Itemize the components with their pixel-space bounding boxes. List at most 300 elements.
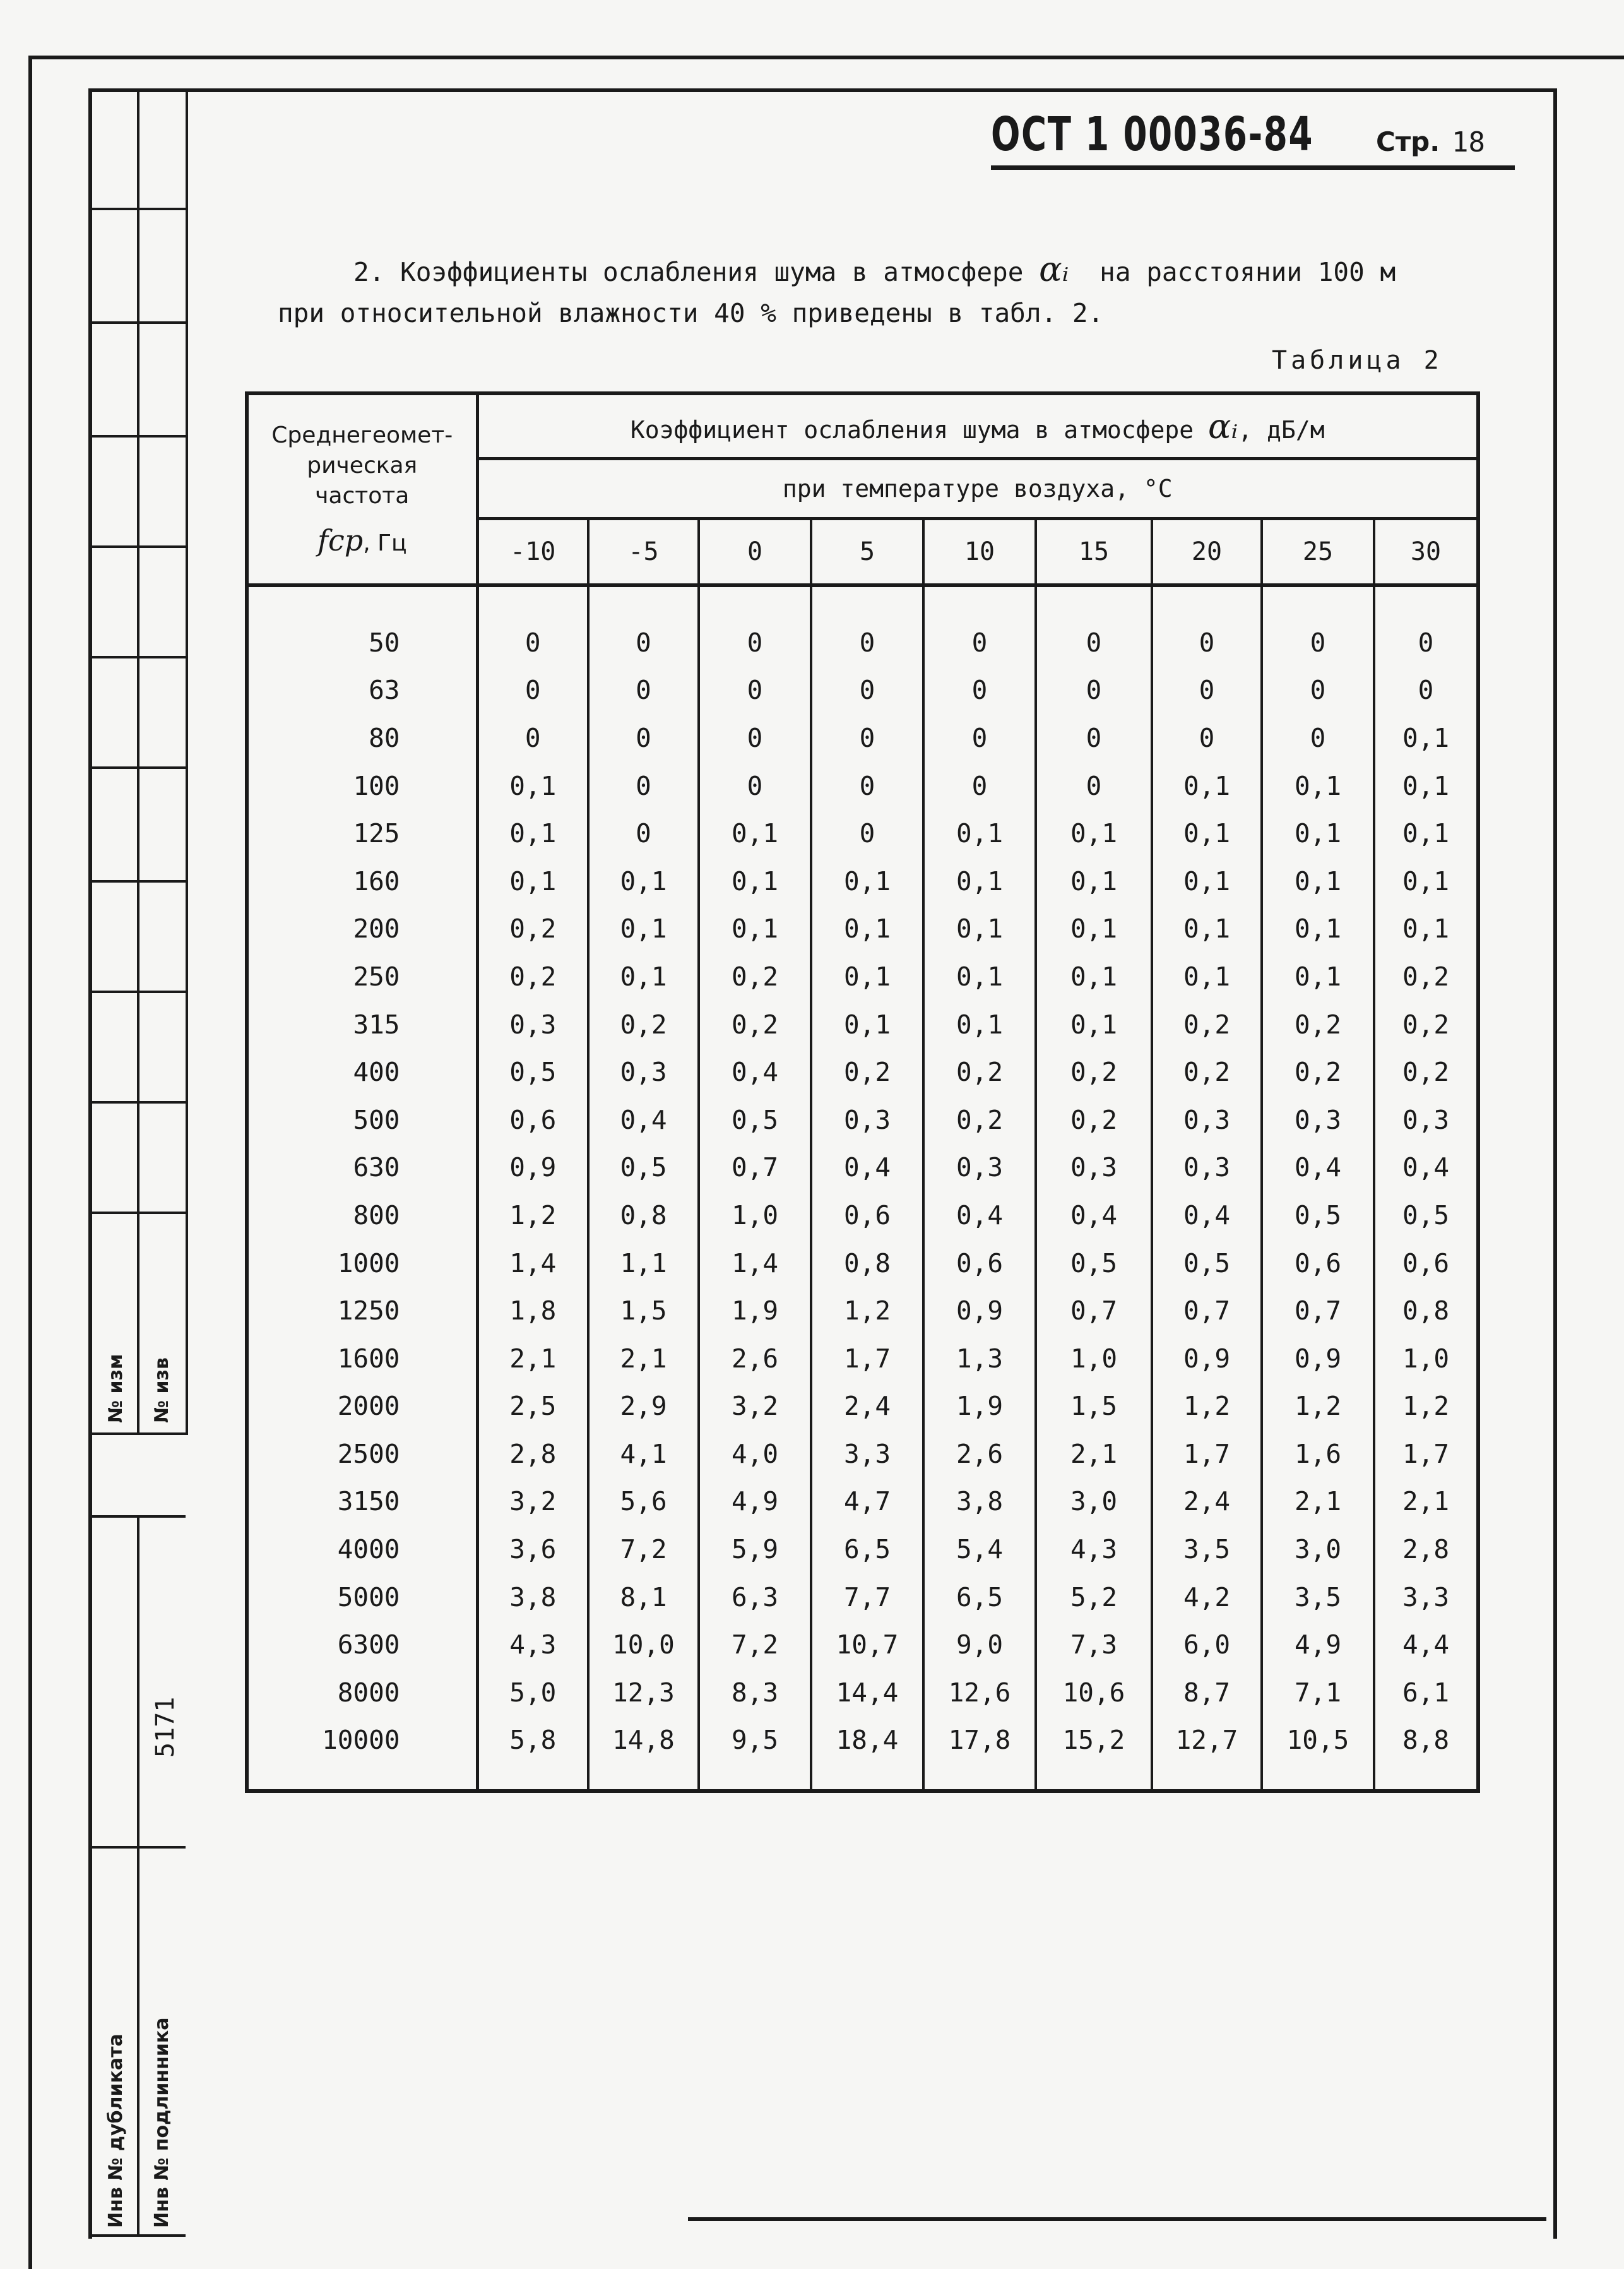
value-cell: 1,2 <box>477 1191 588 1239</box>
value-cell: 0,2 <box>1152 1001 1262 1049</box>
frequency-unit: , Гц <box>363 530 407 556</box>
temperature-header: 20 <box>1152 519 1262 586</box>
frequency-cell: 800 <box>247 1191 477 1239</box>
table-row <box>247 714 1478 762</box>
table-row <box>247 1191 1478 1239</box>
value-cell: 0,1 <box>1152 905 1262 953</box>
value-cell: 6,5 <box>811 1525 923 1573</box>
value-cell: 0,4 <box>699 1048 811 1096</box>
value-cell: 2,4 <box>1152 1478 1262 1526</box>
value-cell: 18,4 <box>811 1717 923 1765</box>
margin-izv-label: № изв <box>151 1357 173 1423</box>
value-cell: 1,4 <box>477 1239 588 1287</box>
value-cell: 1,2 <box>811 1287 923 1335</box>
value-cell: 0,1 <box>699 905 811 953</box>
value-cell: 0,1 <box>588 953 699 1001</box>
temperature-header: 0 <box>699 519 811 586</box>
table-row <box>247 1144 1478 1192</box>
attenuation-table <box>245 391 1480 1793</box>
group-header-alpha: αᵢ <box>1208 406 1238 446</box>
value-cell: 1,2 <box>1152 1383 1262 1431</box>
value-cell: 0,2 <box>1402 1009 1450 1040</box>
table-row <box>247 857 1478 905</box>
value-cell: 0,4 <box>1262 1144 1374 1192</box>
value-cell: 5,6 <box>588 1478 699 1526</box>
table-row <box>247 953 1478 1001</box>
value-cell: 0,5 <box>1402 1200 1450 1230</box>
group-header-unit: , дБ/м <box>1238 415 1325 444</box>
value-cell: 7,3 <box>1036 1621 1152 1669</box>
value-cell: 1,0 <box>699 1191 811 1239</box>
value-cell: 0,1 <box>923 809 1036 857</box>
value-cell: 1,8 <box>477 1287 588 1335</box>
frequency-cell: 160 <box>247 857 477 905</box>
value-cell: 0,1 <box>923 857 1036 905</box>
value-cell: 0,3 <box>1036 1144 1152 1192</box>
value-cell: 2,1 <box>1036 1430 1152 1478</box>
frequency-cell: 6300 <box>247 1621 477 1669</box>
table-row <box>247 905 1478 953</box>
value-cell: 0,3 <box>923 1144 1036 1192</box>
row-header-line-2: рическая <box>307 452 418 479</box>
value-cell: 0 <box>588 619 699 667</box>
table-row <box>247 1287 1478 1335</box>
value-cell: 1,5 <box>1036 1383 1152 1431</box>
value-cell: 0,1 <box>1402 866 1450 896</box>
value-cell: 4,9 <box>1262 1621 1374 1669</box>
value-cell: 0,1 <box>923 905 1036 953</box>
value-cell: 8,7 <box>1152 1669 1262 1717</box>
paragraph-line-2: при относительной влажности 40 % приведены в табл. 2. <box>278 298 1104 328</box>
bottom-rule <box>688 2217 1546 2221</box>
value-cell: 7,1 <box>1262 1669 1374 1717</box>
value-cell: 0,2 <box>1402 961 1450 992</box>
value-cell: 0,1 <box>1036 905 1152 953</box>
value-cell: 0,2 <box>923 1096 1036 1144</box>
value-cell: 0,2 <box>1036 1096 1152 1144</box>
value-cell: 0,2 <box>477 905 588 953</box>
header-rule <box>991 165 1515 170</box>
value-cell: 0,1 <box>1036 1001 1152 1049</box>
table-row <box>247 1096 1478 1144</box>
value-cell: 0,1 <box>1262 762 1374 810</box>
frequency-cell: 100 <box>247 762 477 810</box>
frequency-cell: 1250 <box>247 1287 477 1335</box>
value-cell: 0 <box>1036 714 1152 762</box>
value-cell: 0,8 <box>1402 1295 1450 1326</box>
value-cell: 2,1 <box>1262 1478 1374 1526</box>
value-cell: 7,7 <box>811 1573 923 1621</box>
value-cell: 0 <box>477 619 588 667</box>
value-cell: 1,2 <box>1262 1383 1374 1431</box>
value-cell: 0,4 <box>923 1191 1036 1239</box>
value-cell: 3,0 <box>1262 1525 1374 1573</box>
value-cell: 10,5 <box>1262 1717 1374 1765</box>
value-cell: 1,0 <box>1402 1343 1450 1374</box>
value-cell: 0,4 <box>1152 1191 1262 1239</box>
value-cell: 0 <box>1152 619 1262 667</box>
frequency-cell: 80 <box>247 714 477 762</box>
document-number: ОСТ 1 00036-84 <box>991 107 1314 162</box>
frequency-cell: 10000 <box>247 1717 477 1765</box>
value-cell: 1,9 <box>923 1383 1036 1431</box>
paragraph-text-after: на расстоянии 100 м <box>1099 257 1396 287</box>
temperature-header: 10 <box>923 519 1036 586</box>
value-cell: 0,4 <box>1036 1191 1152 1239</box>
value-cell: 0,1 <box>1036 809 1152 857</box>
value-cell: 4,4 <box>1402 1629 1450 1660</box>
value-cell: 0,1 <box>811 857 923 905</box>
margin-podlinnik-label: Инв № подлинника <box>151 2017 173 2228</box>
value-cell: 0,6 <box>923 1239 1036 1287</box>
value-cell: 1,5 <box>588 1287 699 1335</box>
table-row <box>247 809 1478 857</box>
paragraph-text-before: 2. Коэффициенты ослабления шума в атмосфере <box>353 257 1024 287</box>
frequency-cell: 125 <box>247 809 477 857</box>
value-cell: 1,7 <box>1402 1438 1450 1469</box>
temperature-header: 5 <box>811 519 923 586</box>
value-cell: 3,8 <box>477 1573 588 1621</box>
table-row <box>247 1430 1478 1478</box>
value-cell: 3,6 <box>477 1525 588 1573</box>
frequency-cell: 250 <box>247 953 477 1001</box>
value-cell: 0 <box>1262 619 1374 667</box>
value-cell: 3,8 <box>923 1478 1036 1526</box>
value-cell: 1,9 <box>699 1287 811 1335</box>
row-header-cell <box>247 393 477 585</box>
value-cell: 0 <box>477 714 588 762</box>
value-cell: 0 <box>811 809 923 857</box>
row-header-line-1: Среднегеомет- <box>271 422 453 448</box>
value-cell: 3,5 <box>1152 1525 1262 1573</box>
value-cell: 0,8 <box>811 1239 923 1287</box>
paragraph-line-1 <box>353 249 1396 289</box>
value-cell: 0,2 <box>588 1001 699 1049</box>
value-cell: 0,1 <box>1402 818 1450 849</box>
value-cell: 0,7 <box>699 1144 811 1192</box>
value-cell: 2,8 <box>1402 1534 1450 1565</box>
value-cell: 0,7 <box>1036 1287 1152 1335</box>
value-cell: 0,2 <box>699 953 811 1001</box>
margin-podlinnik-number: 5171 <box>151 1696 180 1758</box>
table-row <box>247 667 1478 715</box>
value-cell: 0 <box>1262 714 1374 762</box>
value-cell: 0,1 <box>1036 857 1152 905</box>
value-cell: 10,0 <box>588 1621 699 1669</box>
value-cell: 0 <box>923 667 1036 715</box>
value-cell: 0,6 <box>477 1096 588 1144</box>
value-cell: 0,9 <box>1262 1335 1374 1383</box>
value-cell: 5,2 <box>1036 1573 1152 1621</box>
temperature-header: 25 <box>1262 519 1374 586</box>
value-cell: 12,7 <box>1152 1717 1262 1765</box>
value-cell: 0,1 <box>1402 722 1450 753</box>
frequency-cell: 630 <box>247 1144 477 1192</box>
value-cell: 10,7 <box>811 1621 923 1669</box>
value-cell: 0,1 <box>811 1001 923 1049</box>
table-row <box>247 1048 1478 1096</box>
table-row <box>247 1669 1478 1717</box>
value-cell: 4,0 <box>699 1430 811 1478</box>
row-header-line-3: частота <box>315 482 410 509</box>
table-caption: Таблица 2 <box>1272 346 1443 375</box>
value-cell: 14,4 <box>811 1669 923 1717</box>
value-cell: 4,2 <box>1152 1573 1262 1621</box>
table-row <box>247 619 1478 667</box>
value-cell: 0 <box>1036 762 1152 810</box>
value-cell: 0 <box>699 714 811 762</box>
value-cell: 0 <box>1152 714 1262 762</box>
value-cell: 3,2 <box>699 1383 811 1431</box>
value-cell: 0 <box>1152 667 1262 715</box>
value-cell: 1,6 <box>1262 1430 1374 1478</box>
value-cell: 2,1 <box>477 1335 588 1383</box>
value-cell: 0,1 <box>811 905 923 953</box>
value-cell: 4,7 <box>811 1478 923 1526</box>
value-cell: 0 <box>811 667 923 715</box>
value-cell: 6,1 <box>1402 1677 1450 1708</box>
value-cell: 1,2 <box>1402 1391 1450 1422</box>
value-cell: 0 <box>923 714 1036 762</box>
value-cell: 17,8 <box>923 1717 1036 1765</box>
page-number: 18 <box>1452 126 1485 158</box>
value-cell: 2,1 <box>1402 1486 1450 1517</box>
value-cell: 0,2 <box>1036 1048 1152 1096</box>
table-row <box>247 1621 1478 1669</box>
value-cell: 8,1 <box>588 1573 699 1621</box>
value-cell: 10,6 <box>1036 1669 1152 1717</box>
value-cell: 1,7 <box>1152 1430 1262 1478</box>
frequency-cell: 400 <box>247 1048 477 1096</box>
frequency-cell: 50 <box>247 619 477 667</box>
value-cell: 0 <box>477 667 588 715</box>
value-cell: 0 <box>923 762 1036 810</box>
value-cell: 7,2 <box>588 1525 699 1573</box>
value-cell: 0,2 <box>1262 1048 1374 1096</box>
value-cell: 0,7 <box>1262 1287 1374 1335</box>
value-cell: 2,6 <box>923 1430 1036 1478</box>
value-cell: 0,1 <box>1262 809 1374 857</box>
value-cell: 0,2 <box>811 1048 923 1096</box>
value-cell: 15,2 <box>1036 1717 1152 1765</box>
sub-header: при температуре воздуха, °С <box>477 459 1478 519</box>
value-cell: 0,1 <box>923 1001 1036 1049</box>
frequency-cell: 4000 <box>247 1525 477 1573</box>
margin-izm-label: № изм <box>105 1354 127 1423</box>
value-cell: 0,1 <box>699 809 811 857</box>
value-cell: 0,2 <box>699 1001 811 1049</box>
frequency-cell: 2000 <box>247 1383 477 1431</box>
value-cell: 0,1 <box>1036 953 1152 1001</box>
value-cell: 0,5 <box>1036 1239 1152 1287</box>
value-cell: 8,8 <box>1402 1725 1450 1756</box>
value-cell: 0,2 <box>1152 1048 1262 1096</box>
value-cell: 1,4 <box>699 1239 811 1287</box>
frequency-cell: 315 <box>247 1001 477 1049</box>
margin-strip-lower <box>88 1515 186 2237</box>
table-row <box>247 1239 1478 1287</box>
value-cell: 0 <box>1418 675 1434 706</box>
frequency-cell: 5000 <box>247 1573 477 1621</box>
table-row <box>247 1573 1478 1621</box>
frequency-cell: 1000 <box>247 1239 477 1287</box>
value-cell: 6,3 <box>699 1573 811 1621</box>
temperature-header: -10 <box>477 519 588 586</box>
value-cell: 0,1 <box>588 857 699 905</box>
value-cell: 0 <box>1036 667 1152 715</box>
value-cell: 0,6 <box>1262 1239 1374 1287</box>
value-cell: 5,9 <box>699 1525 811 1573</box>
temperature-header: 15 <box>1036 519 1152 586</box>
frequency-cell: 8000 <box>247 1669 477 1717</box>
value-cell: 0 <box>588 809 699 857</box>
value-cell: 0,5 <box>588 1144 699 1192</box>
value-cell: 0 <box>699 667 811 715</box>
value-cell: 5,0 <box>477 1669 588 1717</box>
table-row <box>247 1001 1478 1049</box>
value-cell: 0,8 <box>588 1191 699 1239</box>
value-cell: 0,1 <box>477 762 588 810</box>
page-label: Стр. <box>1376 126 1440 157</box>
value-cell: 0,1 <box>1262 905 1374 953</box>
value-cell: 0,9 <box>923 1287 1036 1335</box>
value-cell: 0,1 <box>1262 953 1374 1001</box>
value-cell: 0,1 <box>1152 762 1262 810</box>
value-cell: 0,3 <box>1152 1096 1262 1144</box>
value-cell: 9,0 <box>923 1621 1036 1669</box>
frequency-symbol: fср <box>317 523 364 557</box>
value-cell: 0 <box>699 762 811 810</box>
value-cell: 0 <box>588 762 699 810</box>
value-cell: 0 <box>1418 627 1434 658</box>
value-cell: 6,0 <box>1152 1621 1262 1669</box>
value-cell: 0,1 <box>1402 770 1450 801</box>
value-cell: 2,4 <box>811 1383 923 1431</box>
table-row <box>247 1335 1478 1383</box>
frequency-cell: 200 <box>247 905 477 953</box>
value-cell: 5,4 <box>923 1525 1036 1573</box>
value-cell: 0,2 <box>477 953 588 1001</box>
value-cell: 1,1 <box>588 1239 699 1287</box>
value-cell: 0,4 <box>1402 1152 1450 1183</box>
value-cell: 1,3 <box>923 1335 1036 1383</box>
value-cell: 0,1 <box>811 953 923 1001</box>
frequency-cell: 1600 <box>247 1335 477 1383</box>
value-cell: 0,7 <box>1152 1287 1262 1335</box>
value-cell: 0 <box>1262 667 1374 715</box>
value-cell: 12,3 <box>588 1669 699 1717</box>
value-cell: 14,8 <box>588 1717 699 1765</box>
value-cell: 0,1 <box>1262 857 1374 905</box>
value-cell: 0,1 <box>1402 914 1450 944</box>
value-cell: 7,2 <box>699 1621 811 1669</box>
value-cell: 0,5 <box>477 1048 588 1096</box>
value-cell: 3,5 <box>1262 1573 1374 1621</box>
table-row <box>247 762 1478 810</box>
value-cell: 0,1 <box>588 905 699 953</box>
value-cell: 0 <box>588 714 699 762</box>
value-cell: 0,2 <box>1402 1057 1450 1088</box>
frequency-cell: 3150 <box>247 1478 477 1526</box>
frequency-cell: 63 <box>247 667 477 715</box>
value-cell: 8,3 <box>699 1669 811 1717</box>
value-cell: 3,0 <box>1036 1478 1152 1526</box>
value-cell: 0,2 <box>1262 1001 1374 1049</box>
group-header <box>477 393 1478 459</box>
value-cell: 0,9 <box>1152 1335 1262 1383</box>
value-cell: 0,3 <box>1152 1144 1262 1192</box>
temperature-header: 30 <box>1374 519 1478 586</box>
value-cell: 0 <box>1036 619 1152 667</box>
group-header-text: Коэффициент ослабления шума в атмосфере <box>630 415 1194 444</box>
value-cell: 0,1 <box>1152 809 1262 857</box>
value-cell: 4,3 <box>1036 1525 1152 1573</box>
value-cell: 0,2 <box>923 1048 1036 1096</box>
value-cell: 0,1 <box>1152 953 1262 1001</box>
value-cell: 0,5 <box>1262 1191 1374 1239</box>
frequency-cell: 500 <box>247 1096 477 1144</box>
value-cell: 2,5 <box>477 1383 588 1431</box>
value-cell: 0,5 <box>1152 1239 1262 1287</box>
value-cell: 3,3 <box>811 1430 923 1478</box>
value-cell: 0,1 <box>699 857 811 905</box>
value-cell: 3,2 <box>477 1478 588 1526</box>
value-cell: 2,9 <box>588 1383 699 1431</box>
value-cell: 0,1 <box>923 953 1036 1001</box>
value-cell: 0,3 <box>588 1048 699 1096</box>
value-cell: 0,1 <box>1152 857 1262 905</box>
value-cell: 2,1 <box>588 1335 699 1383</box>
value-cell: 0,3 <box>1402 1104 1450 1135</box>
value-cell: 4,1 <box>588 1430 699 1478</box>
value-cell: 1,7 <box>811 1335 923 1383</box>
value-cell: 0,6 <box>1402 1248 1450 1278</box>
value-cell: 6,5 <box>923 1573 1036 1621</box>
temperature-header: -5 <box>588 519 699 586</box>
value-cell: 5,8 <box>477 1717 588 1765</box>
value-cell: 0,3 <box>477 1001 588 1049</box>
value-cell: 2,6 <box>699 1335 811 1383</box>
value-cell: 4,3 <box>477 1621 588 1669</box>
value-cell: 12,6 <box>923 1669 1036 1717</box>
value-cell: 0,1 <box>477 857 588 905</box>
value-cell: 0,3 <box>811 1096 923 1144</box>
value-cell: 0,3 <box>1262 1096 1374 1144</box>
table-row <box>247 1478 1478 1526</box>
value-cell: 1,0 <box>1036 1335 1152 1383</box>
value-cell: 0 <box>811 619 923 667</box>
value-cell: 0,4 <box>811 1144 923 1192</box>
value-cell: 0,5 <box>699 1096 811 1144</box>
value-cell: 3,3 <box>1402 1581 1450 1612</box>
value-cell: 0 <box>811 714 923 762</box>
alpha-symbol: αᵢ <box>1039 249 1069 289</box>
value-cell: 0,1 <box>477 809 588 857</box>
margin-dublikat-label: Инв № дубликата <box>105 2034 127 2228</box>
value-cell: 4,9 <box>699 1478 811 1526</box>
value-cell: 0 <box>588 667 699 715</box>
value-cell: 0 <box>699 619 811 667</box>
value-cell: 0,9 <box>477 1144 588 1192</box>
value-cell: 0,6 <box>811 1191 923 1239</box>
margin-strip-upper <box>88 88 188 1435</box>
value-cell: 0 <box>811 762 923 810</box>
value-cell: 2,8 <box>477 1430 588 1478</box>
value-cell: 9,5 <box>699 1717 811 1765</box>
table-row <box>247 1383 1478 1431</box>
table-row <box>247 1525 1478 1573</box>
value-cell: 0,4 <box>588 1096 699 1144</box>
